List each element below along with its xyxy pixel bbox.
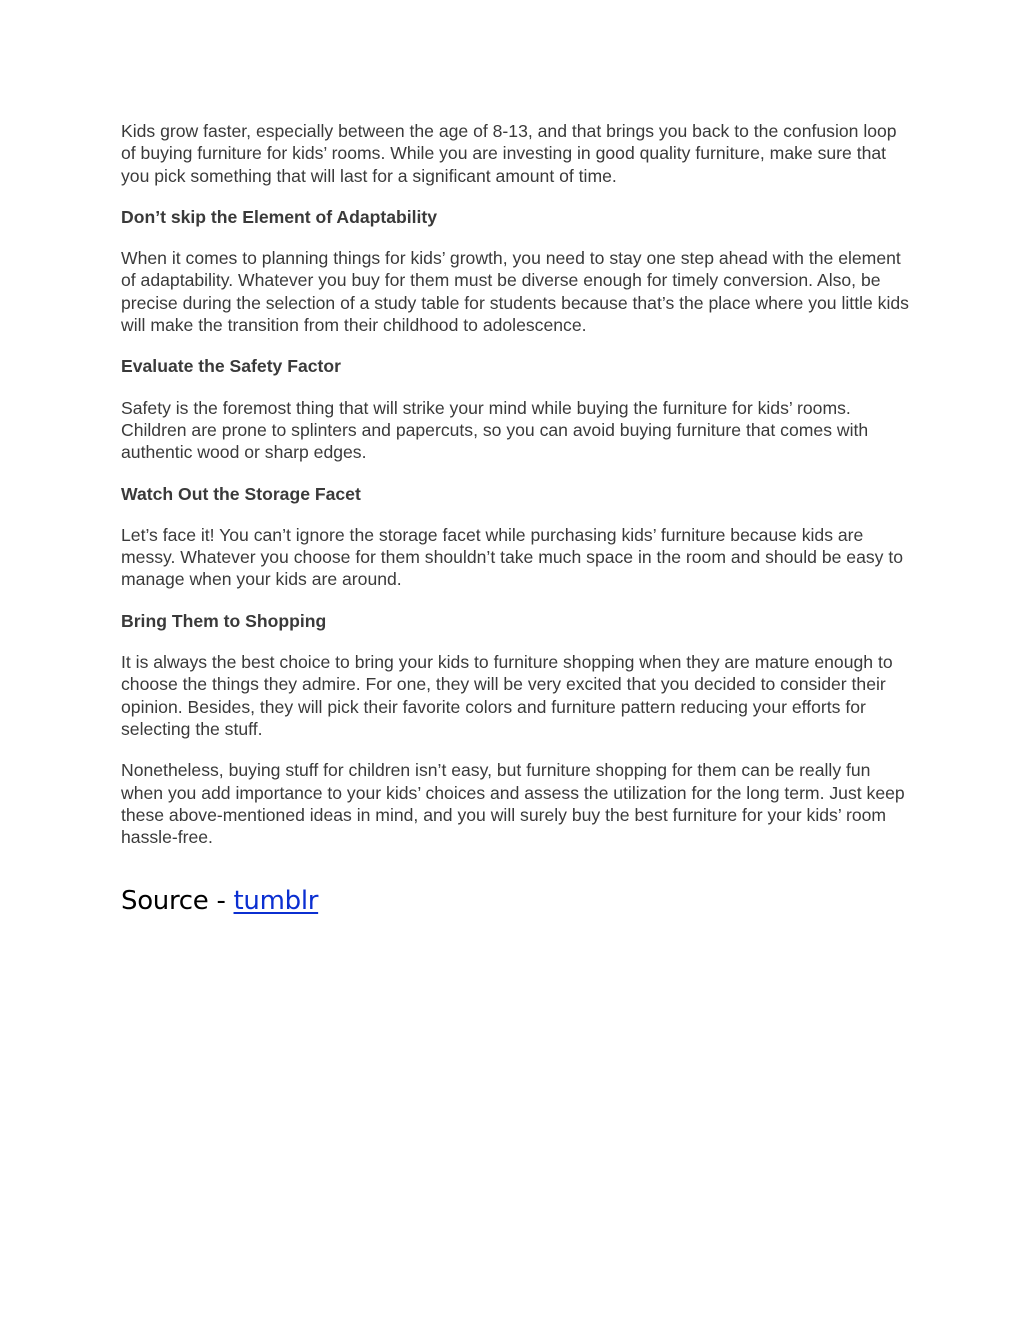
source-link[interactable]: tumblr	[233, 886, 319, 917]
section-body-safety: Safety is the foremost thing that will strike your mind while buying the furniture for kids’ rooms. Children are prone to splinters and papercuts, so you can avoid buying furniture that comes with authentic wood or sharp edges.	[121, 397, 869, 463]
section-heading-storage: Watch Out the Storage Facet	[121, 483, 361, 504]
source-line	[121, 884, 911, 918]
section-heading-shopping: Bring Them to Shopping	[121, 610, 327, 631]
document-page	[121, 120, 911, 918]
section-body-shopping: It is always the best choice to bring your kids to furniture shopping when they are mature enough to choose the things they admire. For one, they will be very excited that you decided to consider their opinion. Besides, they will pick their favorite colors and furniture pattern reducing your efforts for selecting the stuff.	[121, 652, 893, 739]
section-heading-safety: Evaluate the Safety Factor	[121, 356, 341, 377]
section-heading-adaptability: Don’t skip the Element of Adaptability	[121, 206, 438, 227]
section-body-adaptability: When it comes to planning things for kids’ growth, you need to stay one step ahead with the element of adaptability. Whatever you buy for them must be diverse enough for timely conversion. Also, be precise during the selection of a study table for students because that’s the place where you little kids will make the transition from their childhood to adolescence.	[121, 248, 909, 336]
section-body-storage: Let’s face it! You can’t ignore the storage facet while purchasing kids’ furniture because kids are messy. Whatever you choose for them shouldn’t take much space in the room and should be easy to manage when your kids are around.	[121, 524, 904, 590]
intro-paragraph: Kids grow faster, especially between the age of 8-13, and that brings you back to the confusion loop of buying furniture for kids’ rooms. While you are investing in good quality furniture, make sure that you pick something that will last for a significant amount of time.	[121, 121, 897, 186]
source-label: Source -	[121, 886, 234, 917]
conclusion-paragraph: Nonetheless, buying stuff for children isn’t easy, but furniture shopping for them can be really fun when you add importance to your kids’ choices and assess the utilization for the long term. Just keep these above-mentioned ideas in mind, and you will surely buy the best furniture for your kids’ room hassle-free.	[121, 760, 905, 848]
